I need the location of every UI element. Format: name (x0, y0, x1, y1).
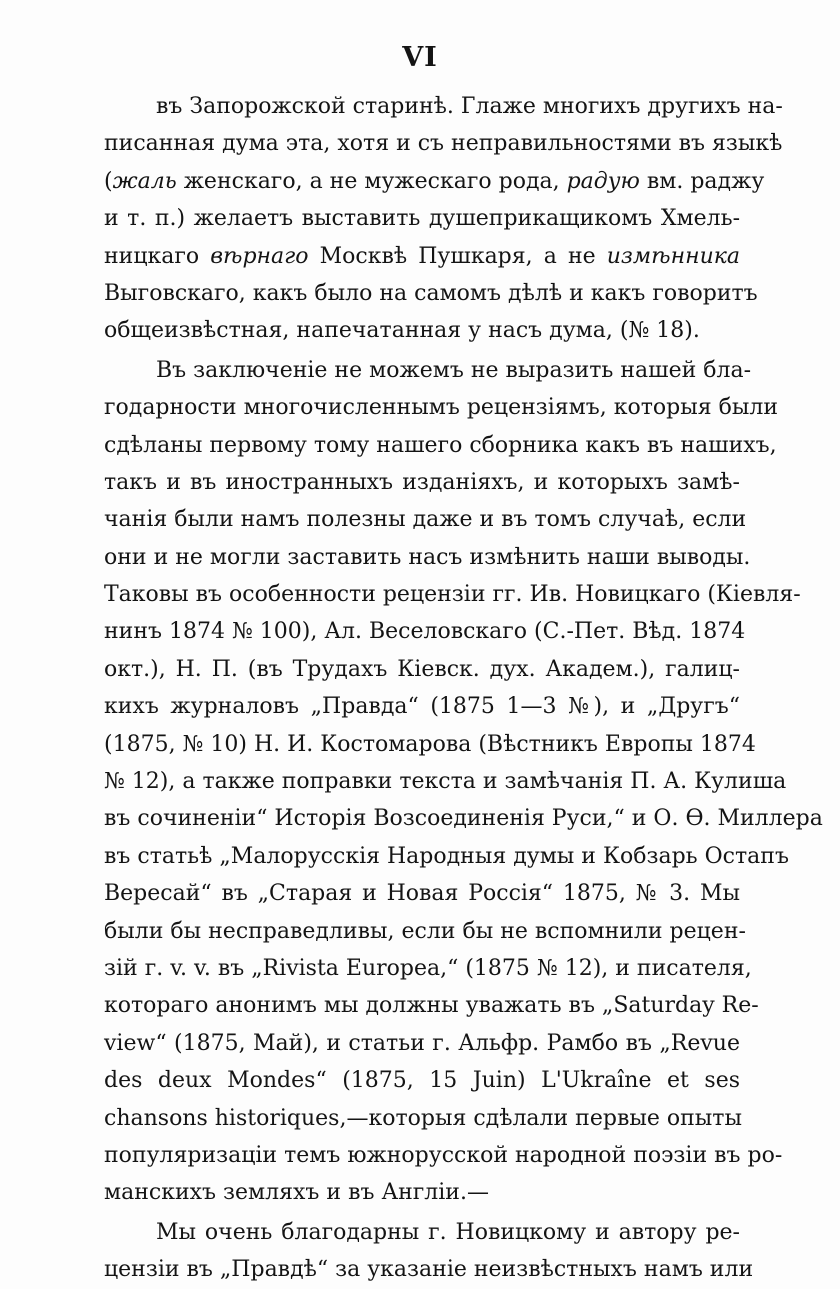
body-text (104, 88, 823, 1289)
text-line: были бы несправедливы, если бы не вспомнили рецен- (104, 918, 746, 944)
italic-word: радую (566, 168, 640, 194)
text-line: зій г. v. v. въ „Rivista Europea,“ (1875 № 12), и писателя, (104, 955, 752, 981)
text-line: view“ (1875, Май), и статьи г. Альфр. Рамбо въ „Revue (104, 1030, 740, 1056)
text-line: въ сочиненіи“ Исторія Возсоединенія Руси,“ и О. Ѳ. Миллера (104, 806, 823, 832)
text-line: писанная дума эта, хотя и съ неправильностями въ языкѣ (104, 131, 783, 157)
text-line: Вересай“ въ „Старая и Новая Россія“ 1875, № 3. Мы (104, 881, 740, 907)
text-line: Мы очень благодарны г. Новицкому и автору ре- (156, 1219, 740, 1245)
text-line: des deux Mondes“ (1875, 15 Juin) L'Ukraîne et ses (104, 1068, 740, 1094)
text-line: чанія были намъ полезны даже и въ томъ случаѣ, если (104, 507, 747, 533)
italic-word: измѣнника (606, 243, 740, 269)
text-line: (жаль женскаго, а не мужескаго рода, радую вм. раджу (104, 168, 765, 194)
text-line: въ статьѣ „Малорусскія Народныя думы и Кобзарь Остапъ (104, 843, 789, 869)
text-line: и т. п.) желаетъ выставить душеприкащикомъ Хмель- (104, 206, 740, 232)
text-line: окт.), Н. П. (въ Трудахъ Кіевск. дух. Академ.), галиц- (104, 656, 740, 682)
text-line: № 12), а также поправки текста и замѣчанія П. А. Кулиша (104, 769, 787, 795)
text-line: общеизвѣстная, напечатанная у насъ дума, (№ 18). (104, 318, 700, 344)
text-line: Таковы въ особенности рецензіи гг. Ив. Новицкаго (Кіевля- (104, 582, 801, 608)
italic-word: жаль (112, 168, 177, 194)
text-line: Въ заключеніе не можемъ не выразить нашей бла- (156, 357, 752, 383)
italic-word: вѣрнаго (210, 243, 309, 269)
text-line: (1875, № 10) Н. И. Костомарова (Вѣстникъ Европы 1874 (104, 731, 756, 757)
text-line: въ Запорожской старинѣ. Глаже многихъ другихъ на- (156, 94, 783, 119)
text-line: нинъ 1874 № 100), Ал. Веселовскаго (С.-Пет. Вѣд. 1874 (104, 619, 746, 645)
text-line: популяризаціи темъ южнорусской народной поэзіи въ ро- (104, 1142, 783, 1168)
text-line: они и не могли заставить насъ измѣнить наши выводы. (104, 544, 751, 570)
page-number: VI (402, 42, 438, 73)
text-line: chansons historiques,—которыя сдѣлали первые опыты (104, 1105, 742, 1131)
text-line: Выговскаго, какъ было на самомъ дѣлѣ и какъ говоритъ (104, 280, 758, 306)
text-line: годарности многочисленнымъ рецензіямъ, которыя были (104, 395, 779, 421)
text-line: котораго анонимъ мы должны уважать въ „Saturday Re- (104, 993, 759, 1019)
text-line: ницкаго вѣрнаго Москвѣ Пушкаря, а не измѣнника (104, 243, 740, 269)
text-line: такъ и въ иностранныхъ изданіяхъ, и которыхъ замѣ- (104, 469, 740, 495)
text-line: цензіи въ „Правдѣ“ за указаніе неизвѣстныхъ намъ или (104, 1257, 754, 1283)
text-line: манскихъ земляхъ и въ Англіи.— (104, 1180, 489, 1206)
text-line: сдѣланы первому тому нашего сборника какъ въ нашихъ, (104, 432, 777, 458)
text-line: кихъ журналовъ „Правда“ (1875 1—3 №), и „Другъ“ (104, 694, 740, 720)
